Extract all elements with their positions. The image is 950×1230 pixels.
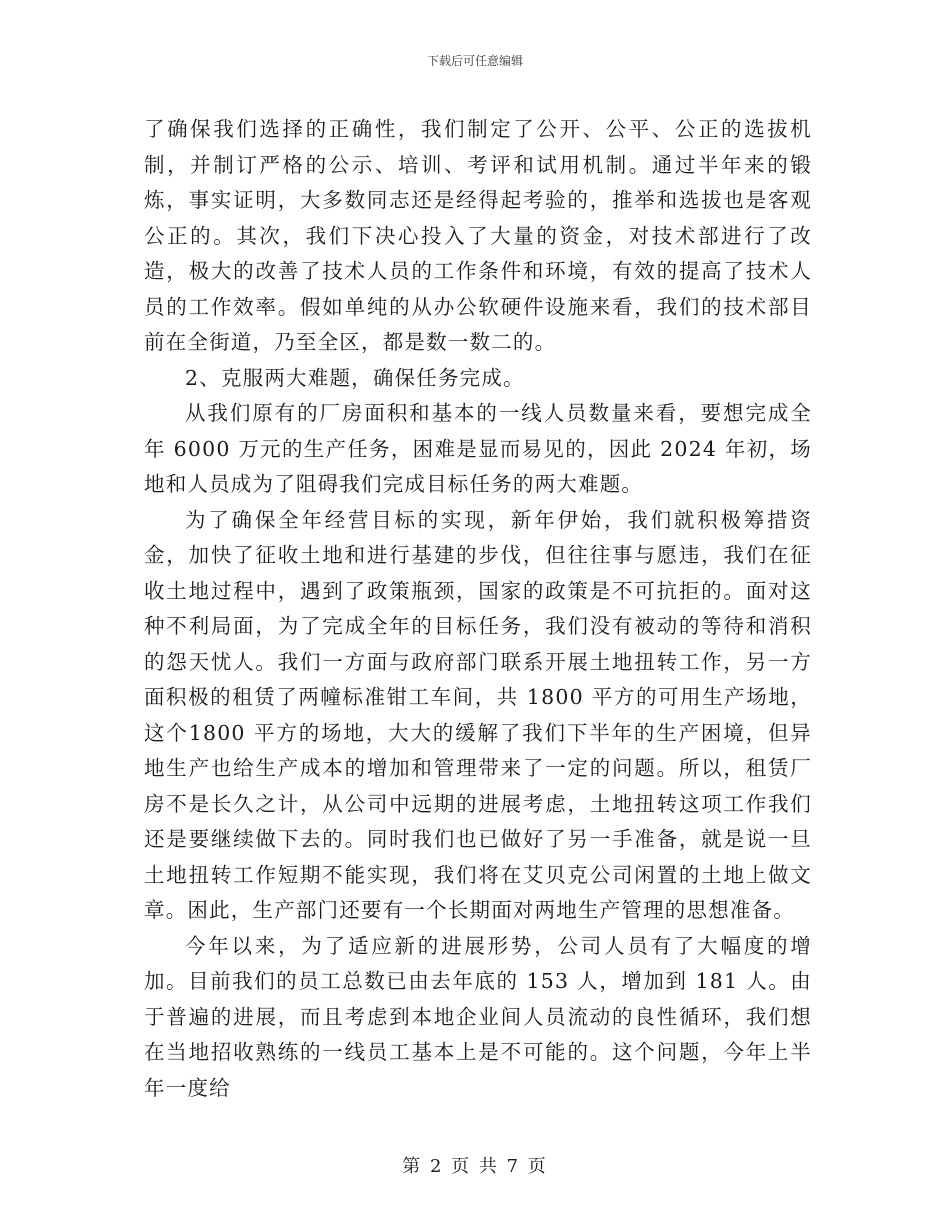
text-line: 继续做下去的。同时我们也已做好了另一手准备，就是说一旦土地扭 xyxy=(144,827,812,887)
text-line: 人员成为了阻碍我们完成目标任务的两大难题。 xyxy=(187,472,644,496)
text-line: 长久之计，从公司中远期的进展考虑，土地扭转这项工作我们还是要 xyxy=(144,791,812,851)
text-line: 2、克服两大难题，确保任务完成。 xyxy=(185,365,525,390)
text-line: 加快了征收土地和进行基建的步伐，但往往事与愿违，我们在征收土 xyxy=(144,543,812,603)
text-line: 从我们原有的厂房面积和基本的一线人员数量来看，要想完成全 xyxy=(185,401,812,425)
text-line: 天忧人。我们一方面与政府部门联系开展土地扭转工作，另一方面积 xyxy=(144,649,812,709)
document-body xyxy=(144,112,812,1106)
page-header xyxy=(0,53,950,69)
text-line: 了确保我们选择的正确性，我们制定了公开、公平、公正的选拔机制， xyxy=(144,117,812,177)
text-line: 转工作短期不能实现，我们将在艾贝克公司闲置的土地上做文章。困 xyxy=(144,862,812,922)
footer-suffix: 页 xyxy=(527,1156,548,1177)
text-line: 乃至全区，都是数一数二的。 xyxy=(274,330,557,354)
text-line: 极的租赁了两幢标准钳工车间，共 1800 平方的可用生产场地，这个 xyxy=(144,685,812,745)
text-line: 改善了技术人员的工作条件和环境，有效的提高了技术人员的工作效 xyxy=(144,259,813,319)
text-line: 也给生产成本的增加和管理带来了一定的问题。所以，租赁厂房不是 xyxy=(144,756,812,816)
header-text: 下载后可任意编辑 xyxy=(426,54,523,68)
footer-middle: 页 共 xyxy=(451,1156,499,1177)
footer-total-pages: 7 xyxy=(506,1156,521,1177)
text-line: 1800 平方的场地，大大的缓解了我们下半年的生产困境，但异地生产 xyxy=(144,720,813,780)
text-line: 目前我们的员工总数已由去年底的 153 人，增加到 181 人。由于普遍的 xyxy=(144,969,812,1029)
text-line: 其次，我们下决心投入了大量的资金，对技术部进行了改造，极大的 xyxy=(144,223,812,283)
text-line: 并制订严格的公示、培训、考评和试用机制。通过半年来的锻炼，事 xyxy=(144,152,812,212)
text-line: 今年以来，为了适应新的进展形势，公司人员有了大幅度的增加。 xyxy=(144,933,812,993)
page-footer xyxy=(0,1156,950,1178)
text-line: 收熟练的一线员工基本上是不可能的。这个问题，今年上半年一度给 xyxy=(144,1040,812,1100)
paragraph xyxy=(144,361,812,397)
text-line: 年 6000 万元的生产任务，困难是显而易见的，因此 2024 年初，场地和 xyxy=(144,436,812,496)
paragraph xyxy=(144,112,812,361)
footer-prefix: 第 xyxy=(402,1156,423,1177)
text-line: 为了确保全年经营目标的实现，新年伊始，我们就积极筹措资金， xyxy=(144,507,812,567)
paragraph xyxy=(144,503,812,929)
text-line: 进展，而且考虑到本地企业间人员流动的良性循环，我们想在当地招 xyxy=(144,1004,812,1064)
text-line: 地过程中，遇到了政策瓶颈，国家的政策是不可抗拒的。面对这种不 xyxy=(144,578,812,638)
text-line: 率。假如单纯的从办公软硬件设施来看，我们的技术部目前在全街道， xyxy=(144,294,813,354)
footer-current-page: 2 xyxy=(429,1156,444,1177)
paragraph xyxy=(144,396,812,503)
text-line: 此，生产部门还要有一个长期面对两地生产管理的思想准备。 xyxy=(209,898,796,922)
text-line: 实证明，大多数同志还是经得起考验的，推举和选拔也是客观公正的。 xyxy=(144,188,812,248)
text-line: 利局面，为了完成全年的目标任务，我们没有被动的等待和消积的怨 xyxy=(144,614,812,674)
paragraph xyxy=(144,929,812,1107)
